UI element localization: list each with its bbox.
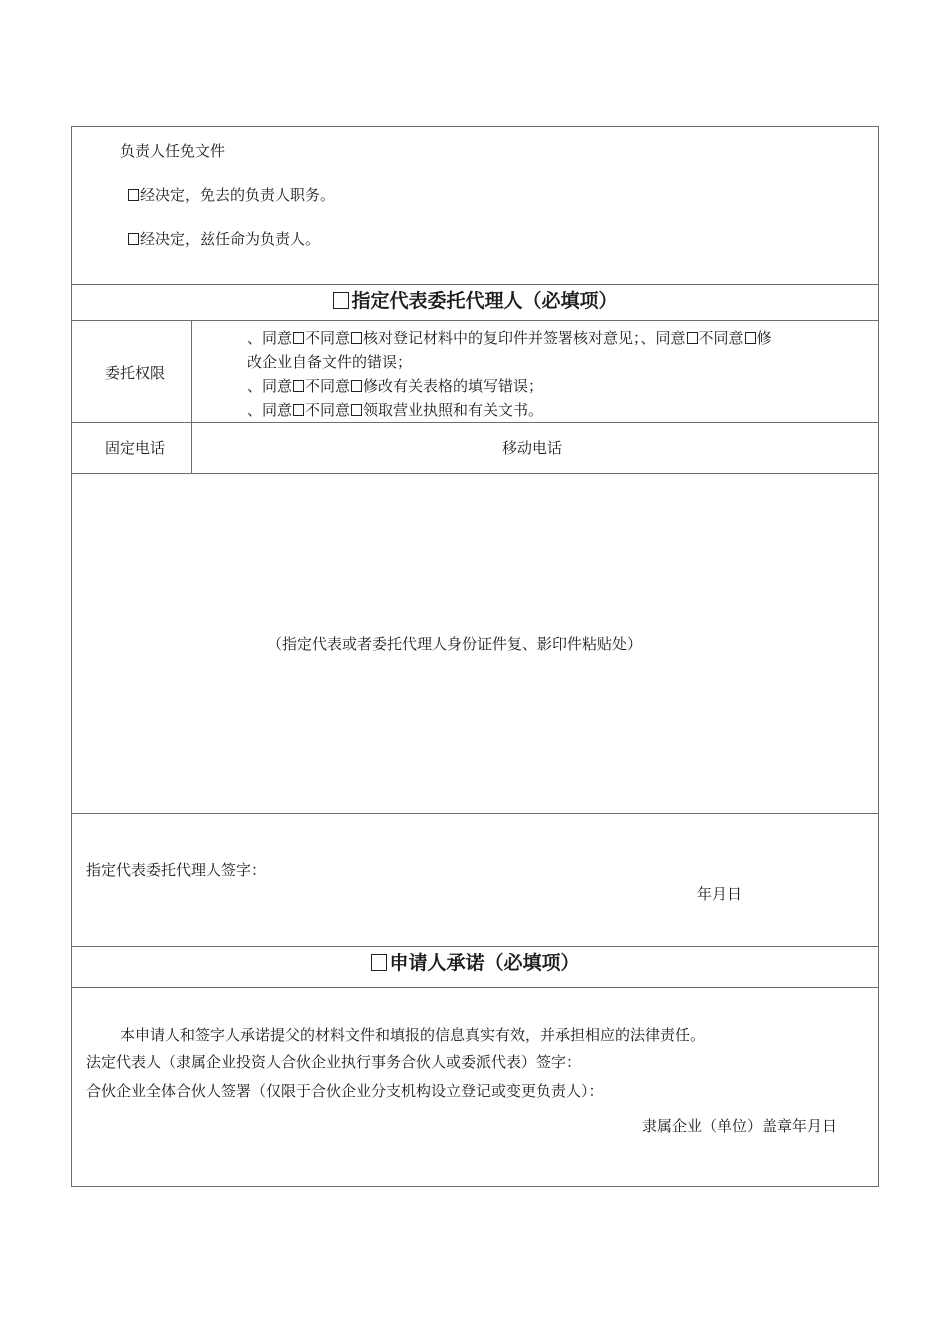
commitment-section-title-text: 申请人承诺（必填项） bbox=[389, 952, 580, 974]
appoint-checkbox[interactable] bbox=[128, 233, 139, 245]
agree-checkbox-4[interactable] bbox=[293, 404, 304, 416]
disagree-checkbox-2[interactable] bbox=[745, 332, 756, 344]
agent-section-title-text: 指定代表委托代理人（必填项） bbox=[351, 290, 618, 312]
authority-line-1-suffix: 核对登记材料中的复印件并签署核对意见；、同意 bbox=[363, 329, 686, 347]
agent-signature-area bbox=[72, 814, 878, 947]
commitment-body bbox=[72, 988, 878, 1186]
agree-checkbox-2[interactable] bbox=[687, 332, 698, 344]
authority-options bbox=[247, 326, 772, 422]
id-paste-note: （指定代表或者委托代理人身份证件复、影印件粘贴处） bbox=[267, 635, 643, 653]
commitment-section-header bbox=[72, 947, 878, 988]
agent-section-checkbox[interactable] bbox=[333, 292, 349, 309]
commitment-section-title[interactable] bbox=[72, 950, 878, 976]
agree-checkbox-1[interactable] bbox=[293, 332, 304, 344]
authority-line-1-mid2: 不同意 bbox=[698, 329, 744, 347]
registration-form bbox=[71, 126, 879, 1187]
dismiss-option[interactable] bbox=[127, 185, 335, 205]
commitment-section-checkbox[interactable] bbox=[371, 954, 387, 971]
agent-section-title[interactable] bbox=[72, 288, 878, 314]
authority-line-1-prefix: 、同意 bbox=[247, 329, 293, 347]
agent-section-header bbox=[72, 285, 878, 321]
legal-rep-signature-label: 法定代表人（隶属企业投资人合伙企业执行事务合伙人或委派代表）签字： bbox=[86, 1053, 582, 1071]
agent-signature-label: 指定代表委托代理人签字： bbox=[86, 861, 267, 879]
authority-line-4-suffix: 领取营业执照和有关文书。 bbox=[363, 401, 544, 419]
authority-line-1 bbox=[247, 326, 772, 350]
partners-signature-label: 合伙企业全体合伙人签署（仅限于合伙企业分支机构设立登记或变更负责人）： bbox=[86, 1082, 604, 1100]
authority-line-3 bbox=[247, 374, 772, 398]
seal-date-label: 隶属企业（单位）盖章年月日 bbox=[642, 1117, 838, 1135]
appointment-heading: 负责人任免文件 bbox=[120, 142, 226, 160]
authority-line-3-prefix: 、同意 bbox=[247, 377, 293, 395]
appoint-text: 经决定，兹任命为负责人。 bbox=[140, 230, 321, 248]
authority-divider bbox=[191, 321, 192, 422]
authority-line-4-prefix: 、同意 bbox=[247, 401, 293, 419]
appointment-section bbox=[72, 127, 878, 285]
id-paste-area bbox=[72, 474, 878, 814]
authority-row bbox=[72, 321, 878, 423]
authority-line-2: 改企业自备文件的错误； bbox=[247, 353, 413, 371]
disagree-checkbox-1[interactable] bbox=[351, 332, 362, 344]
mobile-label: 移动电话 bbox=[502, 439, 563, 457]
disagree-checkbox-4[interactable] bbox=[351, 404, 362, 416]
appoint-option[interactable] bbox=[127, 229, 320, 249]
phone-divider bbox=[191, 423, 192, 473]
dismiss-checkbox[interactable] bbox=[128, 189, 139, 201]
dismiss-text: 经决定，免去的负责人职务。 bbox=[140, 186, 336, 204]
agree-checkbox-3[interactable] bbox=[293, 380, 304, 392]
phone-row bbox=[72, 423, 878, 474]
authority-line-1-mid: 不同意 bbox=[305, 329, 351, 347]
authority-line-3-mid: 不同意 bbox=[305, 377, 351, 395]
authority-line-4 bbox=[247, 398, 772, 422]
authority-label: 委托权限 bbox=[105, 364, 166, 382]
disagree-checkbox-3[interactable] bbox=[351, 380, 362, 392]
authority-line-3-suffix: 修改有关表格的填写错误； bbox=[363, 377, 544, 395]
authority-line-1-tail: 修 bbox=[756, 329, 772, 347]
authority-line-4-mid: 不同意 bbox=[305, 401, 351, 419]
commitment-statement: 本申请人和签字人承诺提父的材料文件和填报的信息真实有效，并承担相应的法律责任。 bbox=[120, 1026, 706, 1044]
landline-label: 固定电话 bbox=[105, 439, 166, 457]
agent-date-label: 年月日 bbox=[697, 885, 743, 903]
